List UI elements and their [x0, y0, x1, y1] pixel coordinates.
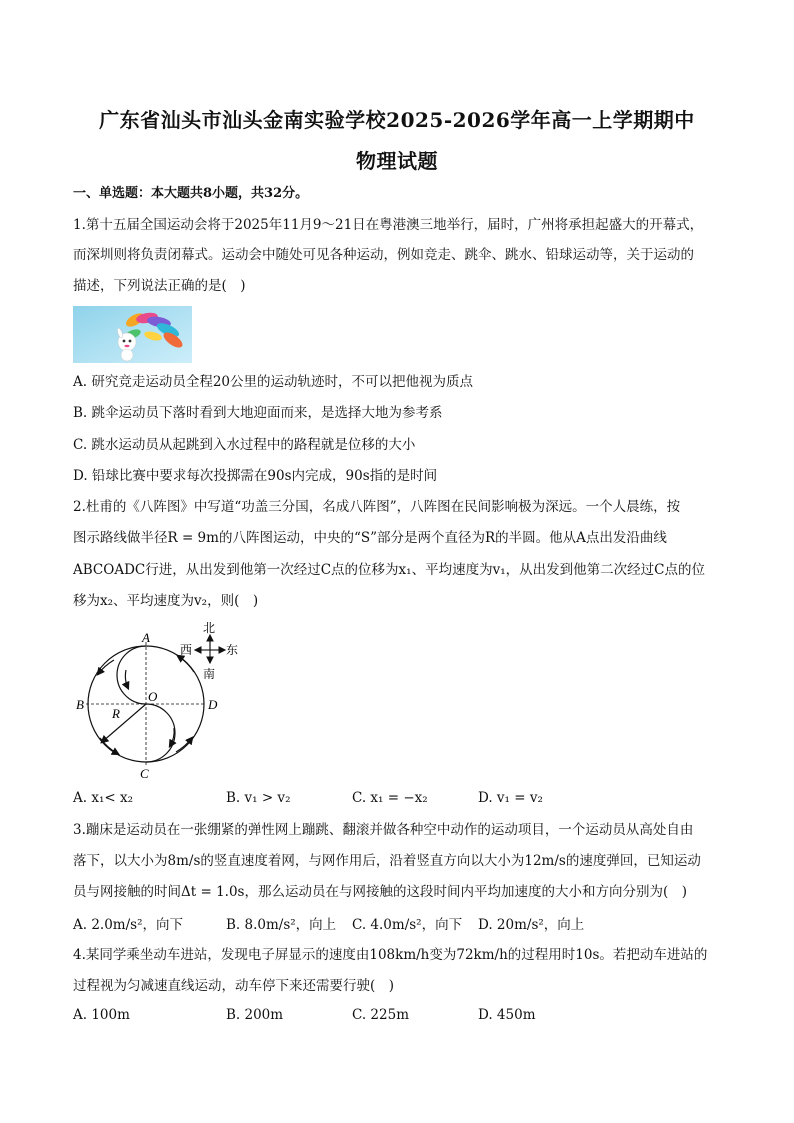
q4-option-a: A. 100m: [73, 1007, 130, 1023]
q4-option-c: C. 225m: [352, 1007, 409, 1023]
compass-west-label: 西: [180, 643, 193, 657]
point-b-label: B: [76, 697, 84, 712]
q2-option-d: D. v₁ = v₂: [478, 790, 543, 806]
point-d-label: D: [208, 697, 218, 712]
point-c-label: C: [140, 766, 149, 781]
direction-arrow: [176, 738, 192, 752]
q1-option-a: A. 研究竞走运动员全程20公里的运动轨迹时，不可以把他视为质点: [73, 374, 474, 390]
compass-north-label: 北: [203, 621, 216, 635]
compass-east-label: 东: [226, 643, 239, 657]
q2-stem-line: 2.杜甫的《八阵图》中写道“功盖三分国，名成八阵图”，八阵图在民间影响极为深远。一个人晨练，按: [73, 499, 681, 515]
games-mascot-image: [73, 306, 192, 363]
exam-title: 广东省汕头市汕头金南实验学校2025-2026学年高一上学期期中: [99, 108, 695, 132]
q2-stem-line: ABCOADC行进，从出发到他第一次经过C点的位移为x₁、平均速度为v₁，从出发到他第二次经过C点的位: [73, 562, 705, 578]
direction-arrow: [178, 656, 194, 672]
q2-option-c: C. x₁ = −x₂: [352, 790, 428, 806]
q4-option-d: D. 450m: [478, 1007, 536, 1023]
q1-stem-line: 1.第十五届全国运动会将于2025年11月9～21日在粤港澳三地举行，届时，广州将承担起盛大的开幕式，: [73, 217, 704, 233]
radius-r-label: R: [112, 706, 120, 721]
q4-stem-line: 过程视为匀减速直线运动，动车停下来还需要行驶( ): [73, 978, 395, 994]
section-heading: 一、单选题：本大题共8小题，共32分。: [73, 186, 309, 201]
q3-option-a: A. 2.0m/s²，向下: [73, 917, 183, 933]
exam-subject-title: 物理试题: [356, 149, 438, 173]
q4-stem-line: 4.某同学乘坐动车进站，发现电子屏显示的速度由108km/h变为72km/h的过程用时10s。若把动车进站的: [73, 947, 708, 963]
q2-stem-line: 图示路线做半径R = 9m的八阵图运动，中央的“S”部分是两个直径为R的半圆。他从A点出发沿曲线: [73, 530, 667, 546]
q3-stem-line: 员与网接触的时间Δt = 1.0s，那么运动员在与网接触的这段时间内平均加速度的大小和方向分别为( ): [73, 884, 687, 900]
q2-option-b: B. v₁ > v₂: [226, 790, 291, 806]
q1-stem-line: 而深圳则将负责闭幕式。运动会中随处可见各种运动，例如竞走、跳伞、跳水、铅球运动等，关于运动的: [73, 247, 694, 263]
q1-stem-line: 描述，下列说法正确的是( ): [73, 278, 246, 294]
radius-line: [102, 704, 146, 742]
direction-arrow: [125, 670, 128, 688]
q1-option-b: B. 跳伞运动员下落时看到大地迎面而来，是选择大地为参考系: [73, 405, 443, 421]
compass-south-label: 南: [203, 667, 216, 681]
s-curve-upper: [117, 646, 146, 704]
q1-option-d: D. 铅球比赛中要求每次投掷需在90s内完成，90s指的是时间: [73, 468, 438, 484]
q2-stem-line: 移为x₂、平均速度为v₂，则( ): [73, 593, 259, 609]
q3-stem-line: 落下，以大小为8m/s的竖直速度着网，与网作用后，沿着竖直方向以大小为12m/s的速度弹回，已知运动: [73, 853, 701, 869]
direction-arrow: [100, 738, 118, 754]
q3-option-c: C. 4.0m/s²，向下: [352, 917, 463, 933]
point-a-label: A: [142, 630, 150, 645]
q3-stem-line: 3.蹦床是运动员在一张绷紧的弹性网上蹦跳、翻滚并做各种空中动作的运动项目，一个运动员从高处自由: [73, 822, 694, 838]
q1-option-c: C. 跳水运动员从起跳到入水过程中的路程就是位移的大小: [73, 437, 416, 453]
s-curve-lower: [146, 704, 175, 762]
eight-array-diagram: [70, 618, 250, 787]
q3-option-b: B. 8.0m/s²，向上: [226, 917, 337, 933]
center-o-label: O: [148, 689, 158, 704]
q3-option-d: D. 20m/s²，向上: [478, 917, 585, 933]
q4-option-b: B. 200m: [226, 1007, 284, 1023]
q2-option-a: A. x₁< x₂: [73, 790, 133, 806]
